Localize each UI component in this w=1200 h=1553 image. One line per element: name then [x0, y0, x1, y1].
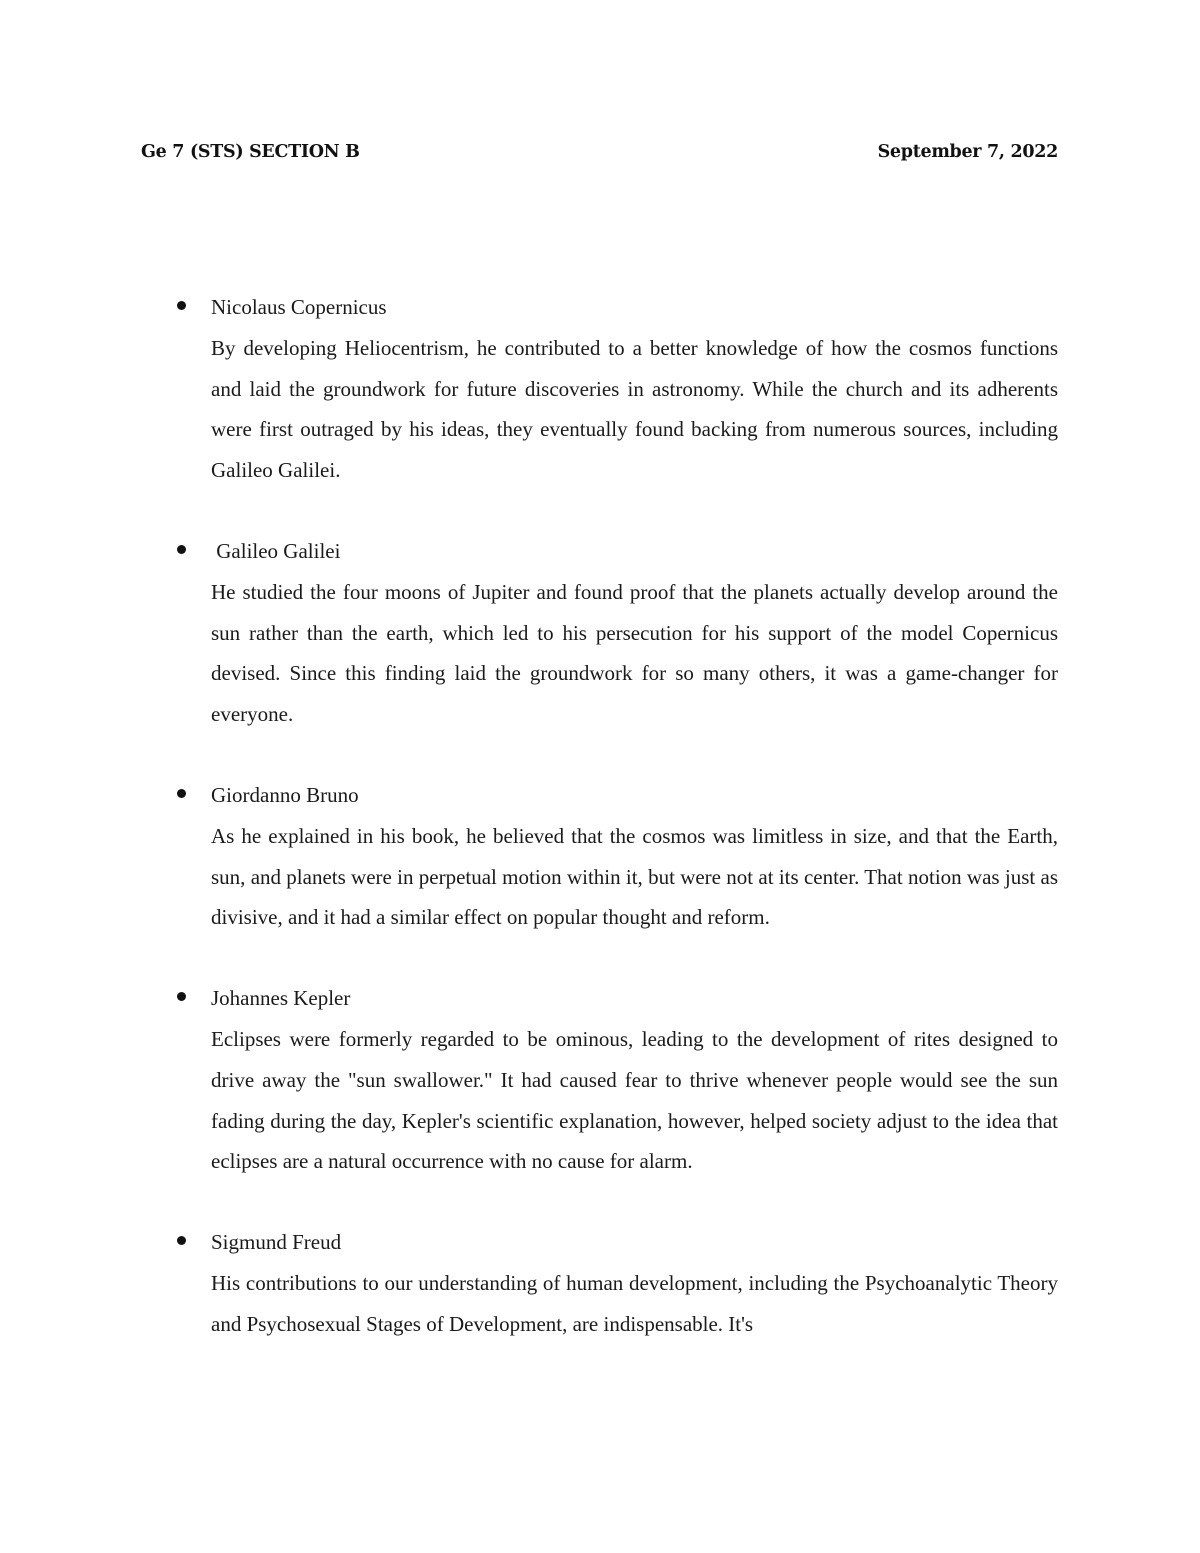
bullet-icon [177, 545, 186, 554]
entry-body: As he explained in his book, he believed that the cosmos was limitless in size, and that the Earth, sun, and planets were in perpetual motion within it, but were not at its center. That notion was just as divisive, and it had a similar effect on popular thought and reform. [211, 823, 1058, 930]
list-item-galilei [0, 531, 1200, 735]
bullet-icon [177, 789, 186, 798]
page-header [141, 142, 1058, 172]
entry-name: Giordanno Bruno [211, 782, 359, 807]
entry-name: Galileo Galilei [211, 538, 341, 563]
entry-body: His contributions to our understanding of human development, including the Psychoanalytic Theory and Psychosexual Stages of Development, are indispensable. It's [211, 1270, 1058, 1336]
date-label: September 7, 2022 [877, 142, 1058, 162]
bullet-icon [177, 992, 186, 1001]
list-item-kepler [0, 978, 1200, 1182]
entry-body: He studied the four moons of Jupiter and found proof that the planets actually develop around the sun rather than the earth, which led to his persecution for his support of the model Copernicus devised. Since this finding laid the groundwork for so many others, it was a game-changer for everyone. [211, 579, 1058, 727]
entry-name: Johannes Kepler [211, 986, 351, 1011]
course-section-label: Ge 7 (STS) SECTION B [141, 142, 360, 162]
list-item-freud [0, 1222, 1200, 1344]
list-item-copernicus [0, 287, 1200, 491]
entry-name: Sigmund Freud [211, 1230, 342, 1255]
bullet-icon [177, 1236, 186, 1245]
entry-name: Nicolaus Copernicus [211, 295, 387, 319]
bullet-icon [177, 301, 186, 310]
entry-body: By developing Heliocentrism, he contributed to a better knowledge of how the cosmos functions and laid the groundwork for future discoveries in astronomy. While the church and its adherents were first outraged by his ideas, they eventually found backing from numerous sources, including Galileo Galilei. [211, 335, 1058, 483]
list-item-bruno [0, 775, 1200, 938]
bullet-list [0, 287, 1200, 1385]
entry-body: Eclipses were formerly regarded to be ominous, leading to the development of rites designed to drive away the "sun swallower." It had caused fear to thrive whenever people would see the sun fading during the day, Kepler's scientific explanation, however, helped society adjust to the idea that eclipses are a natural occurrence with no cause for alarm. [211, 1026, 1058, 1174]
